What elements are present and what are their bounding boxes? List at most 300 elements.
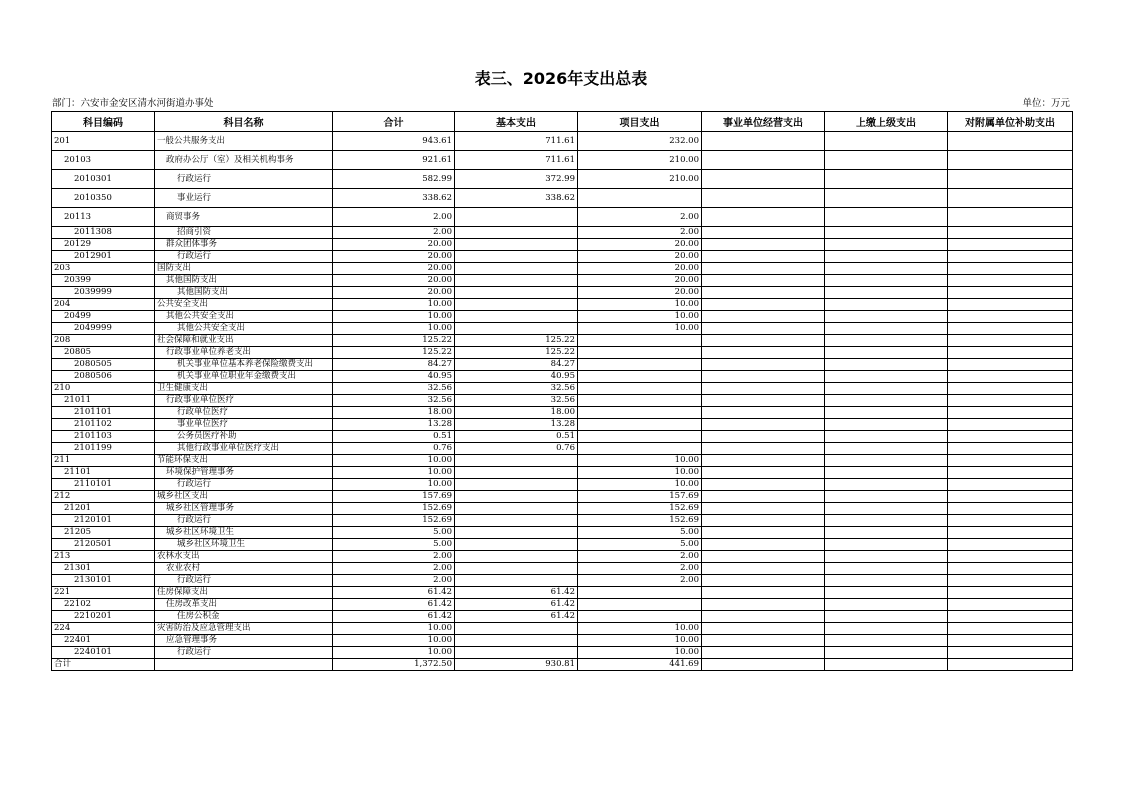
table-row bbox=[52, 239, 1073, 251]
cell-name: 机关事业单位职业年金缴费支出 bbox=[155, 371, 333, 383]
cell-basic bbox=[455, 299, 578, 311]
cell-name: 其他行政事业单位医疗支出 bbox=[155, 443, 333, 455]
cell-business bbox=[702, 407, 825, 419]
cell-remit bbox=[825, 395, 948, 407]
cell-name: 其他国防支出 bbox=[155, 275, 333, 287]
cell-code: 2011308 bbox=[52, 227, 155, 239]
cell-code: 21101 bbox=[52, 467, 155, 479]
cell-total: 0.76 bbox=[333, 443, 455, 455]
cell-project: 10.00 bbox=[578, 479, 702, 491]
cell-subsidy bbox=[948, 659, 1073, 671]
cell-code: 2120101 bbox=[52, 515, 155, 527]
cell-subsidy bbox=[948, 287, 1073, 299]
cell-total: 10.00 bbox=[333, 299, 455, 311]
table-row bbox=[52, 587, 1073, 599]
cell-remit bbox=[825, 347, 948, 359]
header-subsidy: 对附属单位补助支出 bbox=[948, 112, 1073, 132]
cell-business bbox=[702, 189, 825, 208]
cell-total: 943.61 bbox=[333, 132, 455, 151]
cell-name: 农林水支出 bbox=[155, 551, 333, 563]
cell-name: 城乡社区环境卫生 bbox=[155, 539, 333, 551]
cell-business bbox=[702, 151, 825, 170]
cell-remit bbox=[825, 515, 948, 527]
cell-remit bbox=[825, 527, 948, 539]
cell-name: 住房保障支出 bbox=[155, 587, 333, 599]
cell-name: 行政运行 bbox=[155, 515, 333, 527]
cell-subsidy bbox=[948, 359, 1073, 371]
table-row bbox=[52, 527, 1073, 539]
cell-business bbox=[702, 263, 825, 275]
cell-code: 20499 bbox=[52, 311, 155, 323]
cell-name: 其他公共安全支出 bbox=[155, 311, 333, 323]
table-row bbox=[52, 383, 1073, 395]
cell-subsidy bbox=[948, 479, 1073, 491]
cell-total: 125.22 bbox=[333, 335, 455, 347]
cell-basic: 125.22 bbox=[455, 347, 578, 359]
cell-total: 10.00 bbox=[333, 479, 455, 491]
cell-total: 152.69 bbox=[333, 515, 455, 527]
cell-code: 212 bbox=[52, 491, 155, 503]
cell-basic: 338.62 bbox=[455, 189, 578, 208]
cell-subsidy bbox=[948, 170, 1073, 189]
cell-remit bbox=[825, 323, 948, 335]
cell-basic bbox=[455, 263, 578, 275]
cell-business bbox=[702, 371, 825, 383]
cell-subsidy bbox=[948, 587, 1073, 599]
cell-name: 城乡社区支出 bbox=[155, 491, 333, 503]
cell-basic bbox=[455, 575, 578, 587]
cell-total: 13.28 bbox=[333, 419, 455, 431]
cell-code: 211 bbox=[52, 455, 155, 467]
cell-code: 合计 bbox=[52, 659, 155, 671]
cell-total: 10.00 bbox=[333, 635, 455, 647]
cell-basic: 711.61 bbox=[455, 151, 578, 170]
table-row bbox=[52, 515, 1073, 527]
cell-business bbox=[702, 287, 825, 299]
cell-project: 20.00 bbox=[578, 287, 702, 299]
cell-project: 210.00 bbox=[578, 170, 702, 189]
table-row bbox=[52, 563, 1073, 575]
cell-subsidy bbox=[948, 647, 1073, 659]
cell-remit bbox=[825, 371, 948, 383]
cell-total: 152.69 bbox=[333, 503, 455, 515]
header-name: 科目名称 bbox=[155, 112, 333, 132]
cell-project bbox=[578, 443, 702, 455]
cell-total: 20.00 bbox=[333, 263, 455, 275]
cell-basic bbox=[455, 515, 578, 527]
cell-project: 20.00 bbox=[578, 263, 702, 275]
cell-subsidy bbox=[948, 251, 1073, 263]
table-row bbox=[52, 323, 1073, 335]
expenditure-table bbox=[51, 111, 1073, 671]
cell-basic: 61.42 bbox=[455, 599, 578, 611]
cell-business bbox=[702, 647, 825, 659]
cell-basic bbox=[455, 323, 578, 335]
cell-project: 10.00 bbox=[578, 635, 702, 647]
cell-total: 10.00 bbox=[333, 467, 455, 479]
cell-project bbox=[578, 371, 702, 383]
cell-subsidy bbox=[948, 323, 1073, 335]
cell-project: 10.00 bbox=[578, 455, 702, 467]
unit-label: 单位：万元 bbox=[1022, 98, 1070, 109]
cell-code: 21201 bbox=[52, 503, 155, 515]
cell-basic bbox=[455, 647, 578, 659]
header-total: 合计 bbox=[333, 112, 455, 132]
cell-basic: 84.27 bbox=[455, 359, 578, 371]
cell-name: 行政事业单位医疗 bbox=[155, 395, 333, 407]
cell-subsidy bbox=[948, 335, 1073, 347]
cell-remit bbox=[825, 239, 948, 251]
cell-code: 2120501 bbox=[52, 539, 155, 551]
cell-subsidy bbox=[948, 383, 1073, 395]
cell-business bbox=[702, 359, 825, 371]
cell-subsidy bbox=[948, 551, 1073, 563]
cell-basic bbox=[455, 563, 578, 575]
cell-total: 61.42 bbox=[333, 599, 455, 611]
table-row bbox=[52, 132, 1073, 151]
cell-basic bbox=[455, 551, 578, 563]
cell-subsidy bbox=[948, 635, 1073, 647]
cell-remit bbox=[825, 623, 948, 635]
cell-name: 住房改革支出 bbox=[155, 599, 333, 611]
cell-remit bbox=[825, 443, 948, 455]
cell-code: 203 bbox=[52, 263, 155, 275]
cell-code: 22102 bbox=[52, 599, 155, 611]
cell-code: 21301 bbox=[52, 563, 155, 575]
cell-remit bbox=[825, 311, 948, 323]
cell-project bbox=[578, 611, 702, 623]
cell-remit bbox=[825, 551, 948, 563]
cell-subsidy bbox=[948, 623, 1073, 635]
cell-project: 10.00 bbox=[578, 623, 702, 635]
cell-business bbox=[702, 515, 825, 527]
cell-basic bbox=[455, 479, 578, 491]
cell-code: 2240101 bbox=[52, 647, 155, 659]
cell-project: 2.00 bbox=[578, 208, 702, 227]
cell-name: 城乡社区环境卫生 bbox=[155, 527, 333, 539]
cell-name: 行政运行 bbox=[155, 647, 333, 659]
cell-basic bbox=[455, 455, 578, 467]
cell-remit bbox=[825, 335, 948, 347]
cell-business bbox=[702, 635, 825, 647]
header-business: 事业单位经营支出 bbox=[702, 112, 825, 132]
cell-code: 20399 bbox=[52, 275, 155, 287]
cell-project: 2.00 bbox=[578, 563, 702, 575]
cell-business bbox=[702, 611, 825, 623]
cell-business bbox=[702, 431, 825, 443]
cell-business bbox=[702, 208, 825, 227]
cell-name: 行政运行 bbox=[155, 251, 333, 263]
cell-total: 20.00 bbox=[333, 239, 455, 251]
cell-name: 机关事业单位基本养老保险缴费支出 bbox=[155, 359, 333, 371]
cell-basic: 40.95 bbox=[455, 371, 578, 383]
cell-total: 5.00 bbox=[333, 539, 455, 551]
cell-subsidy bbox=[948, 527, 1073, 539]
cell-project bbox=[578, 587, 702, 599]
cell-name: 政府办公厅（室）及相关机构事务 bbox=[155, 151, 333, 170]
cell-code: 2101199 bbox=[52, 443, 155, 455]
cell-code: 2101101 bbox=[52, 407, 155, 419]
cell-code: 2101103 bbox=[52, 431, 155, 443]
cell-basic bbox=[455, 635, 578, 647]
cell-total: 921.61 bbox=[333, 151, 455, 170]
cell-total: 32.56 bbox=[333, 395, 455, 407]
cell-basic bbox=[455, 227, 578, 239]
cell-remit bbox=[825, 151, 948, 170]
cell-subsidy bbox=[948, 151, 1073, 170]
cell-business bbox=[702, 311, 825, 323]
cell-business bbox=[702, 419, 825, 431]
cell-name: 一般公共服务支出 bbox=[155, 132, 333, 151]
cell-total: 2.00 bbox=[333, 208, 455, 227]
cell-subsidy bbox=[948, 611, 1073, 623]
cell-business bbox=[702, 395, 825, 407]
cell-basic: 13.28 bbox=[455, 419, 578, 431]
cell-project bbox=[578, 395, 702, 407]
cell-remit bbox=[825, 635, 948, 647]
cell-basic: 930.81 bbox=[455, 659, 578, 671]
cell-remit bbox=[825, 208, 948, 227]
cell-subsidy bbox=[948, 275, 1073, 287]
cell-name: 卫生健康支出 bbox=[155, 383, 333, 395]
cell-total: 10.00 bbox=[333, 647, 455, 659]
header-project: 项目支出 bbox=[578, 112, 702, 132]
cell-total: 2.00 bbox=[333, 575, 455, 587]
cell-subsidy bbox=[948, 299, 1073, 311]
cell-business bbox=[702, 347, 825, 359]
cell-project bbox=[578, 189, 702, 208]
cell-code: 2010301 bbox=[52, 170, 155, 189]
cell-subsidy bbox=[948, 239, 1073, 251]
cell-project bbox=[578, 431, 702, 443]
table-row bbox=[52, 189, 1073, 208]
cell-name: 行政事业单位养老支出 bbox=[155, 347, 333, 359]
cell-subsidy bbox=[948, 467, 1073, 479]
table-row bbox=[52, 443, 1073, 455]
cell-name: 行政运行 bbox=[155, 170, 333, 189]
cell-code: 20103 bbox=[52, 151, 155, 170]
cell-total: 5.00 bbox=[333, 527, 455, 539]
cell-remit bbox=[825, 287, 948, 299]
table-row bbox=[52, 599, 1073, 611]
cell-project: 5.00 bbox=[578, 527, 702, 539]
cell-remit bbox=[825, 599, 948, 611]
cell-code: 2049999 bbox=[52, 323, 155, 335]
cell-business bbox=[702, 467, 825, 479]
header-remit: 上缴上级支出 bbox=[825, 112, 948, 132]
total-row bbox=[52, 659, 1073, 671]
cell-subsidy bbox=[948, 419, 1073, 431]
cell-subsidy bbox=[948, 132, 1073, 151]
cell-total: 10.00 bbox=[333, 323, 455, 335]
cell-code: 221 bbox=[52, 587, 155, 599]
cell-basic: 18.00 bbox=[455, 407, 578, 419]
cell-total: 157.69 bbox=[333, 491, 455, 503]
cell-code: 20113 bbox=[52, 208, 155, 227]
cell-remit bbox=[825, 575, 948, 587]
cell-basic bbox=[455, 311, 578, 323]
cell-business bbox=[702, 299, 825, 311]
cell-project bbox=[578, 599, 702, 611]
cell-business bbox=[702, 239, 825, 251]
cell-project: 5.00 bbox=[578, 539, 702, 551]
cell-basic bbox=[455, 208, 578, 227]
table-row bbox=[52, 275, 1073, 287]
cell-total: 0.51 bbox=[333, 431, 455, 443]
cell-remit bbox=[825, 251, 948, 263]
cell-subsidy bbox=[948, 443, 1073, 455]
cell-basic: 0.76 bbox=[455, 443, 578, 455]
cell-remit bbox=[825, 467, 948, 479]
cell-project: 20.00 bbox=[578, 251, 702, 263]
header-code: 科目编码 bbox=[52, 112, 155, 132]
cell-basic bbox=[455, 539, 578, 551]
cell-subsidy bbox=[948, 227, 1073, 239]
cell-business bbox=[702, 323, 825, 335]
cell-name: 行政运行 bbox=[155, 479, 333, 491]
cell-code: 224 bbox=[52, 623, 155, 635]
cell-name: 招商引资 bbox=[155, 227, 333, 239]
cell-name: 国防支出 bbox=[155, 263, 333, 275]
cell-business bbox=[702, 575, 825, 587]
cell-total: 20.00 bbox=[333, 287, 455, 299]
cell-project: 441.69 bbox=[578, 659, 702, 671]
cell-subsidy bbox=[948, 395, 1073, 407]
cell-remit bbox=[825, 383, 948, 395]
cell-code: 204 bbox=[52, 299, 155, 311]
cell-basic: 711.61 bbox=[455, 132, 578, 151]
table-row bbox=[52, 455, 1073, 467]
cell-project: 20.00 bbox=[578, 275, 702, 287]
table-row bbox=[52, 407, 1073, 419]
cell-subsidy bbox=[948, 407, 1073, 419]
cell-project: 2.00 bbox=[578, 227, 702, 239]
cell-project: 10.00 bbox=[578, 311, 702, 323]
table-row bbox=[52, 647, 1073, 659]
cell-basic: 125.22 bbox=[455, 335, 578, 347]
cell-code: 210 bbox=[52, 383, 155, 395]
table-row bbox=[52, 170, 1073, 189]
cell-name: 农业农村 bbox=[155, 563, 333, 575]
cell-project: 157.69 bbox=[578, 491, 702, 503]
cell-basic bbox=[455, 287, 578, 299]
cell-remit bbox=[825, 263, 948, 275]
cell-project: 152.69 bbox=[578, 515, 702, 527]
table-row bbox=[52, 431, 1073, 443]
cell-remit bbox=[825, 503, 948, 515]
cell-basic bbox=[455, 239, 578, 251]
table-row bbox=[52, 395, 1073, 407]
cell-subsidy bbox=[948, 455, 1073, 467]
cell-total: 18.00 bbox=[333, 407, 455, 419]
cell-name: 公共安全支出 bbox=[155, 299, 333, 311]
table-row bbox=[52, 467, 1073, 479]
table-row bbox=[52, 551, 1073, 563]
table-row bbox=[52, 491, 1073, 503]
cell-subsidy bbox=[948, 575, 1073, 587]
cell-subsidy bbox=[948, 599, 1073, 611]
cell-remit bbox=[825, 275, 948, 287]
cell-basic: 372.99 bbox=[455, 170, 578, 189]
cell-remit bbox=[825, 299, 948, 311]
table-row bbox=[52, 251, 1073, 263]
cell-total: 2.00 bbox=[333, 227, 455, 239]
cell-basic: 61.42 bbox=[455, 611, 578, 623]
cell-project: 2.00 bbox=[578, 551, 702, 563]
cell-total: 10.00 bbox=[333, 311, 455, 323]
cell-basic bbox=[455, 251, 578, 263]
table-row bbox=[52, 635, 1073, 647]
cell-remit bbox=[825, 189, 948, 208]
cell-subsidy bbox=[948, 539, 1073, 551]
cell-subsidy bbox=[948, 515, 1073, 527]
cell-remit bbox=[825, 419, 948, 431]
table-row bbox=[52, 623, 1073, 635]
table-row bbox=[52, 208, 1073, 227]
cell-remit bbox=[825, 479, 948, 491]
cell-name: 行政单位医疗 bbox=[155, 407, 333, 419]
cell-code: 2130101 bbox=[52, 575, 155, 587]
cell-business bbox=[702, 563, 825, 575]
cell-business bbox=[702, 491, 825, 503]
cell-remit bbox=[825, 539, 948, 551]
cell-subsidy bbox=[948, 347, 1073, 359]
cell-remit bbox=[825, 611, 948, 623]
cell-remit bbox=[825, 563, 948, 575]
report-title: 表三、2026年支出总表 bbox=[474, 69, 648, 88]
cell-code: 208 bbox=[52, 335, 155, 347]
cell-project: 210.00 bbox=[578, 151, 702, 170]
cell-code: 213 bbox=[52, 551, 155, 563]
cell-basic bbox=[455, 275, 578, 287]
table-row bbox=[52, 419, 1073, 431]
table-row bbox=[52, 151, 1073, 170]
cell-remit bbox=[825, 227, 948, 239]
cell-business bbox=[702, 335, 825, 347]
cell-code: 2010350 bbox=[52, 189, 155, 208]
cell-code: 2101102 bbox=[52, 419, 155, 431]
cell-subsidy bbox=[948, 263, 1073, 275]
cell-name: 城乡社区管理事务 bbox=[155, 503, 333, 515]
cell-total: 84.27 bbox=[333, 359, 455, 371]
cell-total: 10.00 bbox=[333, 455, 455, 467]
cell-remit bbox=[825, 647, 948, 659]
cell-subsidy bbox=[948, 371, 1073, 383]
cell-total: 61.42 bbox=[333, 587, 455, 599]
table-row bbox=[52, 575, 1073, 587]
cell-project bbox=[578, 347, 702, 359]
cell-name bbox=[155, 659, 333, 671]
cell-business bbox=[702, 539, 825, 551]
table-row bbox=[52, 335, 1073, 347]
cell-code: 2039999 bbox=[52, 287, 155, 299]
cell-remit bbox=[825, 359, 948, 371]
cell-basic bbox=[455, 491, 578, 503]
cell-business bbox=[702, 455, 825, 467]
cell-basic bbox=[455, 527, 578, 539]
cell-business bbox=[702, 132, 825, 151]
cell-subsidy bbox=[948, 563, 1073, 575]
table-row bbox=[52, 503, 1073, 515]
cell-business bbox=[702, 503, 825, 515]
table-row bbox=[52, 311, 1073, 323]
cell-total: 32.56 bbox=[333, 383, 455, 395]
cell-business bbox=[702, 443, 825, 455]
cell-total: 20.00 bbox=[333, 251, 455, 263]
cell-project: 10.00 bbox=[578, 467, 702, 479]
cell-project: 20.00 bbox=[578, 239, 702, 251]
cell-code: 20805 bbox=[52, 347, 155, 359]
